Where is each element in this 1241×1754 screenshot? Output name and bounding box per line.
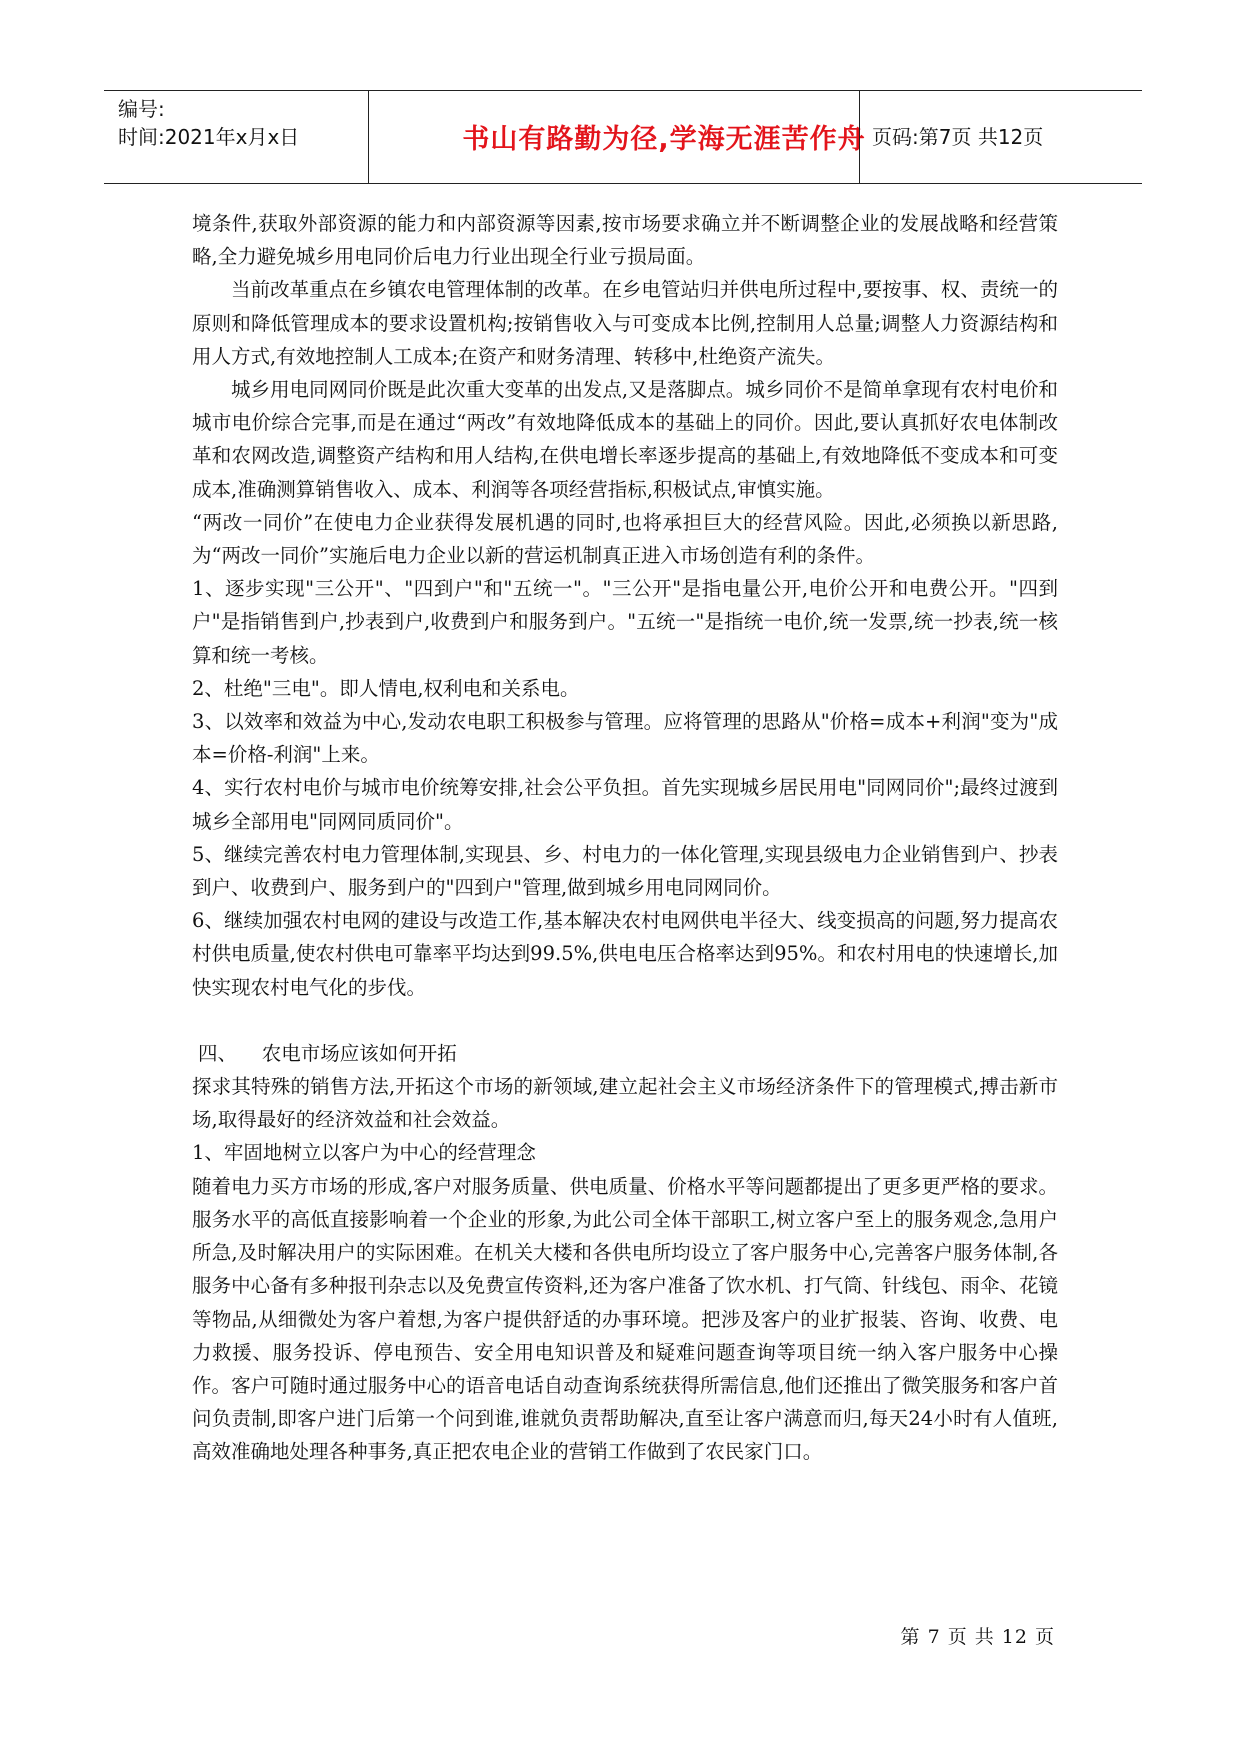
header-page-number: 页码:第7页 共12页 xyxy=(872,125,1044,149)
paragraph: 探求其特殊的销售方法,开拓这个市场的新领域,建立起社会主义市场经济条件下的管理模式,搏击新市场,取得最好的经济效益和社会效益。 xyxy=(192,1075,1058,1132)
header-divider xyxy=(859,91,860,183)
paragraph: 当前改革重点在乡镇农电管理体制的改革。在乡电管站归并供电所过程中,要按事、权、责统一的原则和降低管理成本的要求设置机构;按销售收入与可变成本比例,控制用人总量;调整人力资源结构和用人方式,有效地控制人工成本;在资产和财务清理、转移中,杜绝资产流失。 xyxy=(192,278,1058,368)
paragraph: 境条件,获取外部资源的能力和内部资源等因素,按市场要求确立并不断调整企业的发展战略和经营策略,全力避免城乡用电同价后电力行业出现全行业亏损局面。 xyxy=(192,212,1058,269)
list-item: 4、实行农村电价与城市电价统筹安排,社会公平负担。首先实现城乡居民用电"同网同价";最终过渡到城乡全部用电"同网同质同价"。 xyxy=(192,776,1058,833)
list-item: 6、继续加强农村电网的建设与改造工作,基本解决农村电网供电半径大、线变损高的问题,努力提高农村供电质量,使农村供电可靠率平均达到99.5%,供电电压合格率达到95%。和农村用电的快速增长,加快实现农村电气化的步伐。 xyxy=(192,909,1058,999)
document-number-label: 编号: xyxy=(118,97,165,121)
list-item: 1、逐步实现"三公开"、"四到户"和"五统一"。"三公开"是指电量公开,电价公开和电费公开。"四到户"是指销售到户,抄表到户,收费到户和服务到户。"五统一"是指统一电价,统一发票,统一抄表,统一核算和统一考核。 xyxy=(192,577,1058,667)
paragraph: 城乡用电同网同价既是此次重大变革的出发点,又是落脚点。城乡同价不是简单拿现有农村电价和城市电价综合完事,而是在通过“两改”有效地降低成本的基础上的同价。因此,要认真抓好农电体制改革和农网改造,调整资产结构和用人结构,在供电增长率逐步提高的基础上,有效地降低不变成本和可变成本,准确测算销售收入、成本、利润等各项经营指标,积极试点,审慎实施。 xyxy=(192,378,1058,501)
section-heading: 四、 农电市场应该如何开拓 xyxy=(198,1041,457,1065)
paragraph: “两改一同价”在使电力企业获得发展机遇的同时,也将承担巨大的经营风险。因此,必须换以新思路,为“两改一同价”实施后电力企业以新的营运机制真正进入市场创造有利的条件。 xyxy=(192,510,1058,568)
list-item: 5、继续完善农村电力管理体制,实现县、乡、村电力的一体化管理,实现县级电力企业销售到户、抄表到户、收费到户、服务到户的"四到户"管理,做到城乡用电同网同价。 xyxy=(192,842,1058,900)
header-meta xyxy=(118,95,358,151)
page-footer: 第 7 页 共 12 页 xyxy=(900,1626,1055,1648)
list-item: 2、杜绝"三电"。即人情电,权利电和关系电。 xyxy=(192,676,580,700)
header-divider xyxy=(368,91,369,183)
paragraph: 随着电力买方市场的形成,客户对服务质量、供电质量、价格水平等问题都提出了更多更严格的要求。服务水平的高低直接影响着一个企业的形象,为此公司全体干部职工,树立客户至上的服务观念,急用户所急,及时解决用户的实际困难。在机关大楼和各供电所均设立了客户服务中心,完善客户服务体制,各服务中心备有多种报刊杂志以及免费宣传资料,还为客户准备了饮水机、打气筒、针线包、雨伞、花镜等物品,从细微处为客户着想,为客户提供舒适的办事环境。把涉及客户的业扩报装、咨询、收费、电力救援、服务投诉、停电预告、安全用电知识普及和疑难问题查询等项目统一纳入客户服务中心操作。客户可随时通过服务中心的语音电话自动查询系统获得所需信息,他们还推出了微笑服务和客户首问负责制,即客户进门后第一个问到谁,谁就负责帮助解决,直至让客户满意而归,每天24小时有人值班,高效准确地处理各种事务,真正把农电企业的营销工作做到了农民家门口。 xyxy=(192,1174,1058,1464)
header-motto: 书山有路勤为径,学海无涯苦作舟 xyxy=(462,124,866,155)
list-item: 3、以效率和效益为中心,发动农电职工积极参与管理。应将管理的思路从"价格=成本+利润"变为"成本=价格-利润"上来。 xyxy=(192,710,1058,767)
document-body xyxy=(192,207,1058,1469)
page-header xyxy=(104,90,1142,184)
document-time-label: 时间:2021年x月x日 xyxy=(118,125,300,149)
subsection-heading: 1、牢固地树立以客户为中心的经营理念 xyxy=(192,1141,536,1165)
